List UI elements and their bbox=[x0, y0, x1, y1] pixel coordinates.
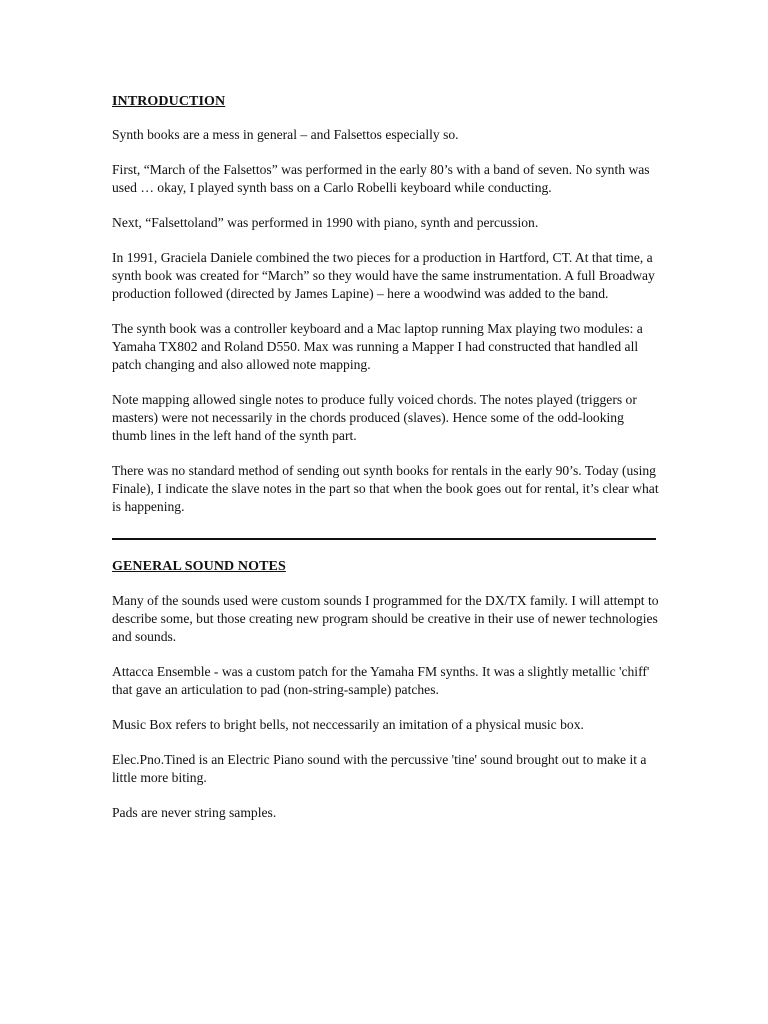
intro-paragraph: Synth books are a mess in general – and Falsettos especially so. bbox=[112, 127, 459, 142]
introduction-section bbox=[112, 92, 660, 516]
intro-paragraph: First, “March of the Falsettos” was performed in the early 80’s with a band of seven. No synth was used … okay, I played synth bass on a Carlo Robelli keyboard while conducting. bbox=[112, 162, 650, 195]
intro-paragraph: Next, “Falsettoland” was performed in 1990 with piano, synth and percussion. bbox=[112, 215, 539, 230]
sound-notes-paragraph: Elec.Pno.Tined is an Electric Piano sound with the percussive 'tine' sound brought out to make it a little more biting. bbox=[112, 752, 647, 785]
sound-notes-paragraph: Attacca Ensemble - was a custom patch for the Yamaha FM synths. It was a slightly metallic 'chiff' that gave an articulation to pad (non-string-sample) patches. bbox=[112, 664, 650, 697]
intro-paragraph: The synth book was a controller keyboard and a Mac laptop running Max playing two modules: a Yamaha TX802 and Roland D550. Max was running a Mapper I had constructed that handled all patch changing and also allowed note mapping. bbox=[112, 321, 643, 372]
sound-notes-paragraph: Many of the sounds used were custom sounds I programmed for the DX/TX family. I will attempt to describe some, but those creating new program should be creative in their use of newer technologies and sounds. bbox=[112, 593, 659, 644]
sound-notes-paragraph: Music Box refers to bright bells, not neccessarily an imitation of a physical music box. bbox=[112, 717, 584, 732]
intro-paragraph: There was no standard method of sending out synth books for rentals in the early 90’s. Today (using Finale), I indicate the slave notes in the part so that when the book goes out for rental, it’s clear what is happening. bbox=[112, 463, 659, 514]
intro-paragraph: In 1991, Graciela Daniele combined the two pieces for a production in Hartford, CT. At that time, a synth book was created for “March” so they would have the same instrumentation. A full Broadway production followed (directed by James Lapine) – here a woodwind was added to the band. bbox=[112, 250, 655, 301]
intro-paragraph: Note mapping allowed single notes to produce fully voiced chords. The notes played (triggers or masters) were not necessarily in the chords produced (slaves). Hence some of the odd-looking thumb lines in the left hand of the synth part. bbox=[112, 392, 637, 443]
general-sound-notes-heading: GENERAL SOUND NOTES bbox=[112, 559, 286, 574]
introduction-heading: INTRODUCTION bbox=[112, 94, 226, 109]
section-divider bbox=[112, 538, 656, 540]
general-sound-notes-section bbox=[112, 557, 660, 822]
document-page bbox=[112, 92, 660, 839]
sound-notes-paragraph: Pads are never string samples. bbox=[112, 805, 277, 820]
